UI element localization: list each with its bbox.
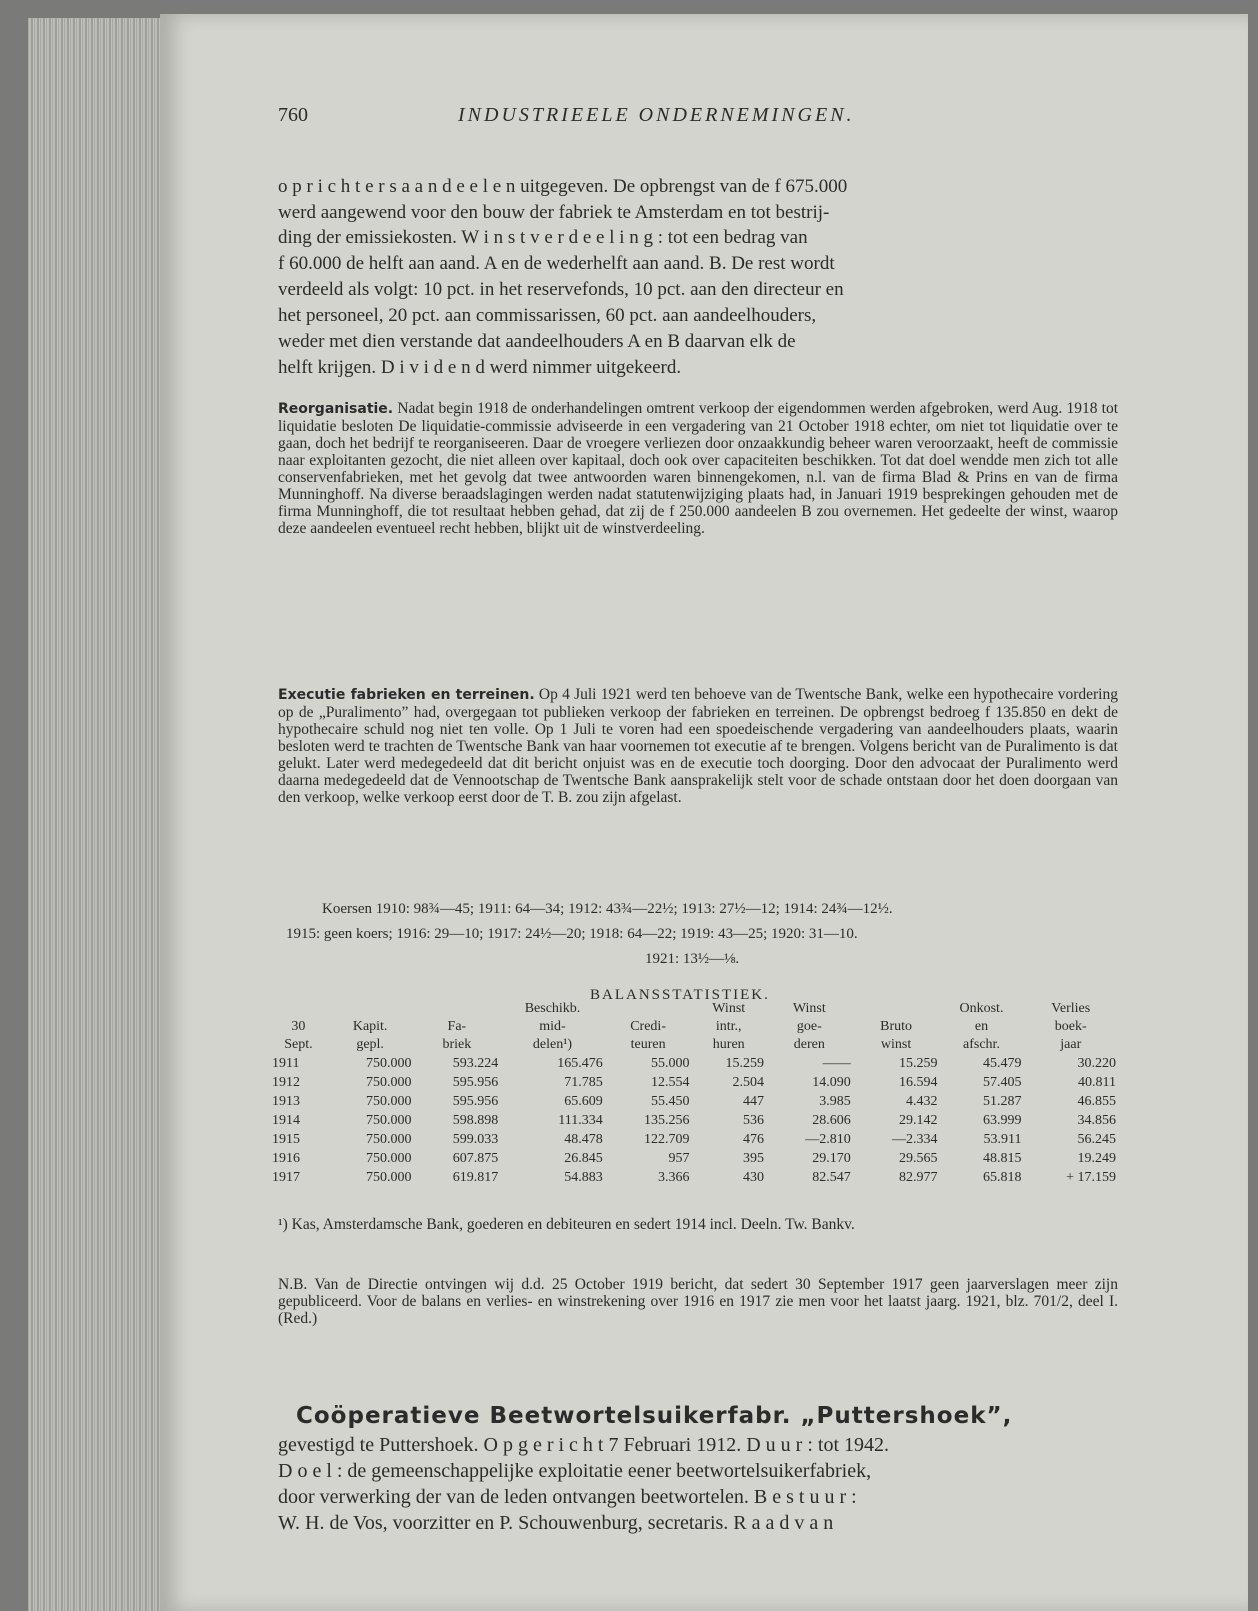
table-header-cell: intr., [715, 1019, 742, 1034]
table-header-cell: goe- [796, 1019, 822, 1034]
table-header-row [270, 1018, 1118, 1036]
table-cell: 750.000 [366, 1075, 412, 1090]
table-header-cell [327, 1000, 414, 1018]
table-cell: 34.856 [1077, 1113, 1116, 1128]
table-cell: 1914 [272, 1113, 300, 1128]
table-cell: 3.985 [819, 1094, 851, 1109]
table-cell: 40.811 [1078, 1075, 1116, 1090]
table-header-cell: delen¹) [532, 1037, 573, 1052]
table-header-row [270, 1000, 1118, 1018]
table-cell: 48.815 [983, 1151, 1022, 1166]
table-cell: 1913 [272, 1094, 300, 1109]
table-cell: 2.504 [732, 1075, 764, 1090]
text-line: gevestigd te Puttershoek. O p g e r i c h t 7 Februari 1912. D u u r : tot 1942. [278, 1434, 890, 1456]
table-cell: 1916 [272, 1151, 300, 1166]
table-header-cell: 30 [291, 1019, 306, 1034]
table-row [270, 1111, 1118, 1130]
table-header-cell: mid- [539, 1019, 566, 1034]
table-cell: 16.594 [898, 1075, 938, 1090]
table-cell: 63.999 [983, 1113, 1022, 1128]
table-cell: 65.609 [564, 1094, 603, 1109]
table-header-cell: Kapit. [352, 1019, 388, 1034]
executie-label: Executie fabrieken en terreinen. [278, 686, 535, 703]
text-line: W. H. de Vos, voorzitter en P. Schouwenburg, secretaris. R a a d v a n [278, 1512, 834, 1534]
table-cell: 14.090 [812, 1075, 851, 1090]
table-cell: 619.817 [452, 1170, 499, 1185]
table-header-cell: deren [793, 1037, 825, 1052]
table-cell: 598.898 [452, 1113, 499, 1128]
page-number: 760 [278, 104, 308, 126]
text-line: o p r i c h t e r s a a n d e e l e n uitgegeven. De opbrengst van de f 675.000 [278, 176, 848, 197]
table-row [270, 1149, 1118, 1168]
table-header-cell: Winst [792, 1001, 826, 1016]
table-cell: 53.911 [983, 1132, 1022, 1147]
table-header-cell: Verlies [1051, 1001, 1091, 1016]
table-header-cell: Bruto [880, 1019, 913, 1034]
table-cell: 750.000 [366, 1132, 412, 1147]
table-header-cell: Fa- [447, 1019, 467, 1034]
executie-paragraph [278, 686, 1118, 806]
table-cell: 122.709 [643, 1132, 690, 1147]
table-cell: 750.000 [366, 1056, 412, 1071]
table-header-cell: teuren [630, 1037, 666, 1052]
table-row [270, 1073, 1118, 1092]
table-cell: 46.855 [1077, 1094, 1116, 1109]
table-header-cell: winst [880, 1037, 912, 1052]
table-cell: 56.245 [1077, 1132, 1116, 1147]
reorganisatie-text: Nadat begin 1918 de onderhandelingen omtrent verkoop der eigendommen werden afgebroken, werd Aug. 1918 tot liquidatie besloten De liquidatie-commissie adviseerde in een vergadering van 21 October 1918 echter, om niet tot liquidatie over te gaan, doch het bedrijf te reorganiseeren. Daar de vroegere verliezen door onzaakkundig beheer waren veroorzaakt, heeft de commissie naar exploitanten gezocht, die niet alleen over kapitaal, doch ook over capaciteiten beschikken. Tot dat doel wendde men zich tot alle conservenfabrieken, met het gevolg dat twee antwoorden waren binnengekomen, n.l. van de firma Blad & Prins en van de firma Munninghoff. Na diverse beraadslagingen werden nadat statutenwijziging plaats had, in Januari 1919 besprekingen gehouden met de firma Munninghoff, die tot resultaat hebben gehad, dat zij de f 250.000 aandeelen B zou overnemen. Het gedeelte der winst, waarop deze aandeelen eventueel recht hebben, blijkt uit de winstverdeeling. [278, 399, 1119, 537]
table-header-cell: Beschikb. [524, 1001, 581, 1016]
table-cell: 30.220 [1077, 1056, 1116, 1071]
table-cell: 593.224 [452, 1056, 499, 1071]
table-footnote: ¹) Kas, Amsterdamsche Bank, goederen en debiteuren en sedert 1914 incl. Deeln. Tw. Bankv. [278, 1215, 855, 1233]
text-line: f 60.000 de helft aan aand. A en de wederhelft aan aand. B. De rest wordt [278, 253, 835, 274]
table-cell: 607.875 [452, 1151, 499, 1166]
table-header-row [270, 1036, 1118, 1054]
table-row [270, 1054, 1118, 1073]
table-cell: 750.000 [366, 1094, 412, 1109]
table-cell: 750.000 [366, 1151, 412, 1166]
koersen-line: 1915: geen koers; 1916: 29—10; 1917: 24½—20; 1918: 64—22; 1919: 43—25; 1920: 31—10. [286, 926, 858, 942]
table-cell: 29.565 [898, 1151, 938, 1166]
table-cell: 54.883 [564, 1170, 603, 1185]
table-cell: 15.259 [725, 1056, 764, 1071]
table-header-cell: Onkost. [959, 1001, 1004, 1016]
table-cell: 51.287 [983, 1094, 1022, 1109]
text-line: weder met dien verstande dat aandeelhouders A en B daarvan elk de [278, 331, 796, 352]
table-cell: 595.956 [452, 1094, 499, 1109]
table-cell: 65.818 [983, 1170, 1022, 1185]
table-row [270, 1092, 1118, 1111]
table-cell: 82.977 [898, 1170, 938, 1185]
table-header-cell: jaar [1060, 1037, 1082, 1052]
koersen-line: Koersen 1910: 98¾—45; 1911: 64—34; 1912: 43¾—22½; 1913: 27½—12; 1914: 24¾—12½. [322, 901, 893, 917]
table-cell: 12.554 [650, 1075, 690, 1090]
executie-text: Op 4 Juli 1921 werd ten behoeve van de Twentsche Bank, welke een hypothecaire vordering op de „Puralimento” had, overgegaan tot publieken verkoop der fabrieken en terreinen. De opbrengst bedroeg f 135.850 en dekt de hypothecaire schuld nog niet ten volle. Op 1 Juli te voren had een spoedeischende vergadering van aandeelhouders plaats, waarin besloten werd te trachten de Twentsche Bank van haar voornemen tot executie af te brengen. Volgens bericht van de Puralimento is dat gelukt. Later werd medegedeeld dat dit bericht onjuist was en de executie toch doorging. Door den advocaat der Puralimento werd daarna medegedeeld dat de Vennootschap de Twentsche Bank aansprakelijk stelt voor de schade ontstaan door het doen doorgaan van den verkoop, welke verkoop eerst door de T. B. zou zijn afgelast. [278, 685, 1118, 806]
nb-note: N.B. Van de Directie ontvingen wij d.d. 25 October 1919 bericht, dat sedert 30 September 1917 geen jaarverslagen meer zijn gepubliceerd. Voor de balans en verlies- en winstrekening over 1916 en 1917 zie men voor het laatst jaarg. 1921, blz. 701/2, deel I. (Red.) [278, 1275, 1118, 1327]
table-header-cell: afschr. [963, 1037, 1000, 1052]
table-header-cell [605, 1000, 692, 1018]
running-title: INDUSTRIEELE ONDERNEMINGEN. [458, 104, 855, 126]
table-cell: 55.000 [650, 1056, 690, 1071]
table-title: BALANSSTATISTIEK. [590, 987, 770, 1003]
company-heading: Coöperatieve Beetwortelsuikerfabr. „Puttershoek”, [296, 1403, 1013, 1429]
table-header-cell: Winst [712, 1001, 746, 1016]
table-cell: 45.479 [983, 1056, 1022, 1071]
table-header-cell: Credi- [630, 1019, 666, 1034]
table-cell: 395 [742, 1151, 764, 1166]
table-cell: 71.785 [564, 1075, 603, 1090]
table-cell: 111.334 [558, 1113, 603, 1128]
text-line: ding der emissiekosten. W i n s t v e r d e e l i n g : tot een bedrag van [278, 227, 808, 248]
table-cell: 15.259 [898, 1056, 938, 1071]
text-line: verdeeld als volgt: 10 pct. in het reservefonds, 10 pct. aan den directeur en [278, 279, 844, 300]
table-cell: 1912 [272, 1075, 300, 1090]
table-cell: 135.256 [643, 1113, 690, 1128]
text-line: werd aangewend voor den bouw der fabriek te Amsterdam en tot bestrij- [278, 202, 830, 223]
table-cell: 595.956 [452, 1075, 499, 1090]
reorganisatie-paragraph [278, 400, 1118, 537]
table-header-cell: boek- [1054, 1019, 1087, 1034]
table-header-cell: gepl. [356, 1037, 384, 1052]
table-cell: 165.476 [557, 1056, 603, 1071]
table-header-cell: en [974, 1019, 989, 1034]
table-cell: 3.366 [657, 1170, 690, 1185]
text-line: het personeel, 20 pct. aan commissarissen, 60 pct. aan aandeelhouders, [278, 305, 817, 326]
table-cell: 599.033 [452, 1132, 499, 1147]
table-header-cell: Sept. [284, 1037, 313, 1052]
text-line: D o e l : de gemeenschappelijke exploitatie eener beetwortelsuikerfabriek, [278, 1460, 872, 1482]
table-cell: 82.547 [812, 1170, 851, 1185]
table-header-cell [853, 1000, 940, 1018]
table-cell: 28.606 [812, 1113, 851, 1128]
table-cell: 750.000 [366, 1170, 412, 1185]
table-header-cell [270, 1000, 327, 1018]
reorganisatie-label: Reorganisatie. [278, 400, 394, 417]
table-cell: + 17.159 [1066, 1170, 1116, 1185]
table-cell: 1911 [272, 1056, 300, 1071]
table-row [270, 1168, 1118, 1187]
table-cell: 476 [742, 1132, 764, 1147]
koersen-line: 1921: 13½—⅛. [645, 951, 740, 967]
table-cell: 1917 [272, 1170, 300, 1185]
table-cell: 29.142 [898, 1113, 938, 1128]
table-cell: —— [822, 1056, 851, 1071]
table-row [270, 1130, 1118, 1149]
table-cell: 957 [668, 1151, 690, 1166]
table-cell: 26.845 [564, 1151, 603, 1166]
table-cell: 55.450 [650, 1094, 690, 1109]
table-header-cell: huren [712, 1037, 745, 1052]
table-cell: 430 [742, 1170, 764, 1185]
balans-table [270, 1000, 1118, 1187]
table-cell: 750.000 [366, 1113, 412, 1128]
text-line: helft krijgen. D i v i d e n d werd nimmer uitgekeerd. [278, 357, 682, 378]
table-cell: 4.432 [905, 1094, 938, 1109]
table-cell: 19.249 [1077, 1151, 1116, 1166]
table-cell: —2.334 [891, 1132, 938, 1147]
table-cell: 447 [742, 1094, 764, 1109]
table-cell: 57.405 [983, 1075, 1022, 1090]
table-cell: 1915 [272, 1132, 300, 1147]
table-cell: 536 [742, 1113, 764, 1128]
table-cell: 29.170 [812, 1151, 851, 1166]
table-header-cell: briek [442, 1037, 472, 1052]
text-line: door verwerking der van de leden ontvangen beetwortelen. B e s t u u r : [278, 1486, 857, 1508]
book-page-edges [28, 18, 168, 1611]
table-cell: 48.478 [564, 1132, 603, 1147]
table-cell: —2.810 [805, 1132, 851, 1147]
table-header-cell [414, 1000, 501, 1018]
